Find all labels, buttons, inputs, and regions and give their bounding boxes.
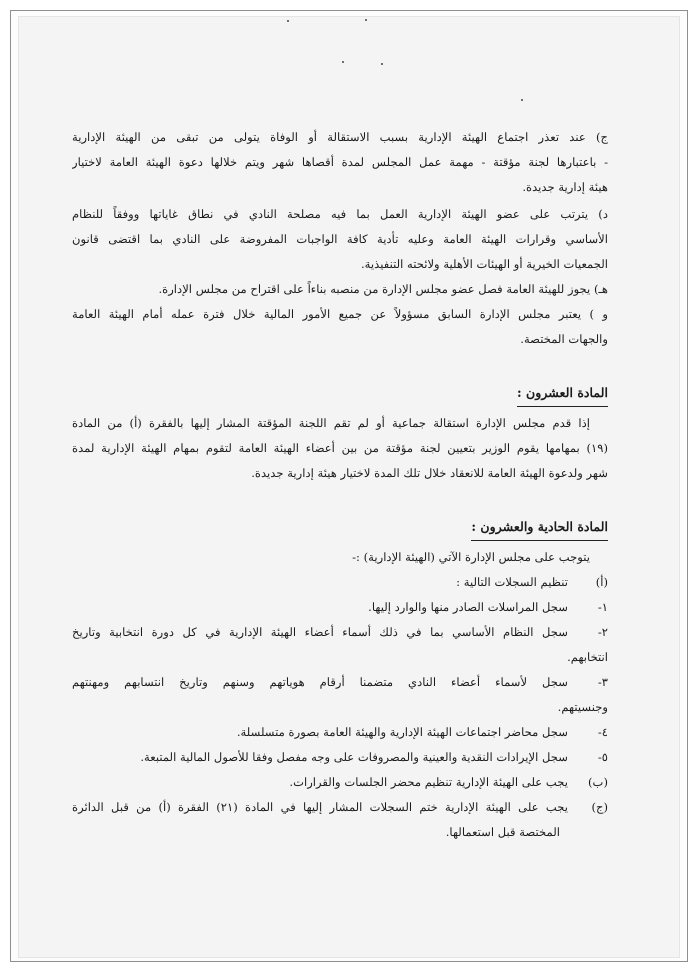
scan-dot xyxy=(521,99,523,101)
scan-dot xyxy=(287,20,289,22)
record-row xyxy=(72,745,608,770)
record-text: سجل لأسماء أعضاء النادي متضمنا أرقام هوياتهم وسنهم وتاريخ انتسابهم ومهنتهم xyxy=(72,675,568,689)
article-20-line: إذا قدم مجلس الإدارة استقالة جماعية أو لم تقم اللجنة المؤقتة المشار إليها بالفقرة (أ) من المادة xyxy=(72,416,590,430)
paragraph-line: - باعتبارها لجنة مؤقتة - مهمة عمل المجلس لمدة أقصاها شهر ويتم خلالها دعوة الهيئة العامة لاختيار xyxy=(72,155,608,169)
record-row xyxy=(72,620,608,645)
article-21-intro: يتوجب على مجلس الإدارة الآتي (الهيئة الإدارية) :- xyxy=(352,550,590,564)
item-c-text: يجب على الهيئة الإدارية ختم السجلات المشار إليها في المادة (٢١) الفقرة (أ) من قبل الدائرة xyxy=(72,800,568,814)
record-number: ٣- xyxy=(597,675,608,689)
item-a-text: تنظيم السجلات التالية : xyxy=(456,575,568,589)
record-number: ٢- xyxy=(597,625,608,639)
scan-dot xyxy=(342,61,344,63)
record-continuation: انتخابهم. xyxy=(567,650,608,664)
article-20-heading: المادة العشرون : xyxy=(517,380,608,407)
article-20-line: شهر ولدعوة الهيئة العامة للانعقاد خلال تلك المدة لاختيار هيئة إدارية جديدة. xyxy=(251,466,608,480)
record-text: سجل النظام الأساسي بما في ذلك أسماء أعضاء الهيئة الإدارية في كل دورة انتخابية وتاريخ xyxy=(72,625,568,639)
item-c-continuation: المختصة قبل استعمالها. xyxy=(445,825,560,839)
document-body xyxy=(72,125,608,845)
item-c-key: (ج) xyxy=(591,800,608,814)
item-c-row xyxy=(72,795,608,820)
record-row xyxy=(72,595,608,620)
record-row xyxy=(72,670,608,695)
article-20-line: (١٩) بمهامها يقوم الوزير بتعيين لجنة مؤقتة من بين أعضاء الهيئة العامة لتقوم بمهام الهيئة الإدارية لمدة xyxy=(72,441,608,455)
article-21-heading: المادة الحادية والعشرون : xyxy=(471,514,608,541)
paragraph-line: هـ) يجوز للهيئة العامة فصل عضو مجلس الإدارة من منصبه بناءاً على اقتراح من مجلس الإدارة. xyxy=(158,282,608,296)
record-continuation: وجنسيتهم. xyxy=(557,700,608,714)
paragraph-line: و ) يعتبر مجلس الإدارة السابق مسؤولاً عن جميع الأمور المالية خلال فترة عمله أمام الهيئة العامة xyxy=(72,307,608,321)
record-number: ٤- xyxy=(597,725,608,739)
paragraph-line: ج) عند تعذر اجتماع الهيئة الإدارية بسبب الاستقالة أو الوفاة يتولى من تبقى من الهيئة الإدارية xyxy=(72,130,608,144)
item-a-row xyxy=(72,570,608,595)
record-row xyxy=(72,720,608,745)
record-number: ١- xyxy=(597,600,608,614)
scan-dot xyxy=(381,63,383,65)
record-text: سجل المراسلات الصادر منها والوارد إليها. xyxy=(368,600,568,614)
record-number: ٥- xyxy=(597,750,608,764)
paragraph-line: الجمعيات الخيرية أو الهيئات الأهلية ولائحته التنفيذية. xyxy=(361,257,608,271)
record-text: سجل الإيرادات النقدية والعينية والمصروفات على وجه مفصل وفقا للأصول المالية المتبعة. xyxy=(140,750,568,764)
scan-dot xyxy=(365,19,367,21)
paragraph-line: د) يترتب على عضو الهيئة الإدارية العمل بما فيه مصلحة النادي في نطاق غاياتها ووفقاً للنظام xyxy=(72,207,608,221)
paragraph-line: الأساسي وقرارات الهيئة العامة وعليه تأدية كافة الواجبات المفروضة على النادي بما اقتضى قانون xyxy=(72,232,608,246)
paragraph-line: والجهات المختصة. xyxy=(520,332,608,346)
item-b-text: يجب على الهيئة الإدارية تنظيم محضر الجلسات والقرارات. xyxy=(289,775,568,789)
paragraph-line: هيئة إدارية جديدة. xyxy=(522,180,608,194)
item-b-row xyxy=(72,770,608,795)
item-b-key: (ب) xyxy=(588,775,608,789)
item-a-key: (أ) xyxy=(595,575,608,589)
record-text: سجل محاضر اجتماعات الهيئة الإدارية والهيئة العامة بصورة متسلسلة. xyxy=(236,725,568,739)
